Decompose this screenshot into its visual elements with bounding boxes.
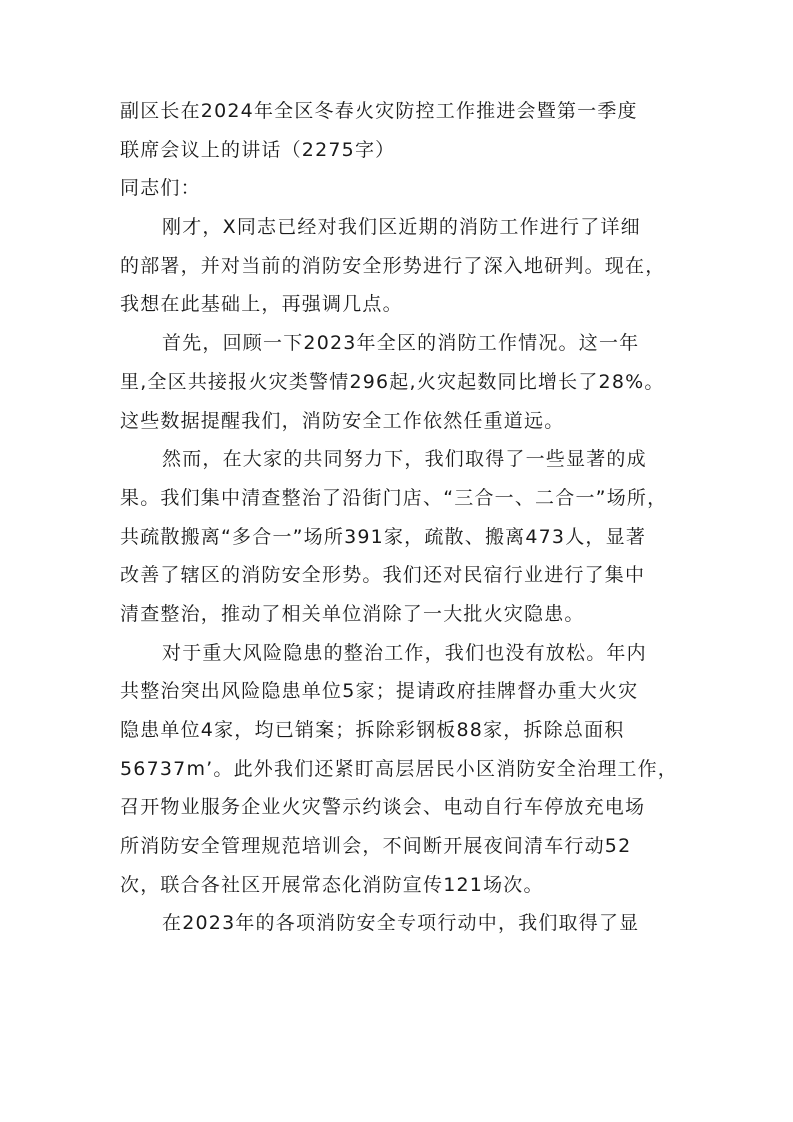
paragraph-line: 共疏散搬离“多合一”场所391家，疏散、搬离473人，显著 bbox=[120, 525, 647, 548]
paragraph-line: 改善了辖区的消防安全形势。我们还对民宿行业进行了集中 bbox=[120, 564, 646, 587]
paragraph-line: 果。我们集中清查整治了沿街门店、“三合一、二合一”场所， bbox=[120, 486, 668, 509]
paragraph bbox=[120, 324, 675, 440]
paragraph-line: 我想在此基础上，再强调几点。 bbox=[120, 293, 403, 316]
paragraph-line: 清查整治，推动了相关单位消除了一大批火灾隐患。 bbox=[120, 602, 585, 625]
paragraph bbox=[120, 208, 675, 324]
paragraph-line: 召开物业服务企业火灾警示约谈会、电动自行车停放充电场 bbox=[120, 796, 646, 819]
paragraph-line: 的部署，并对当前的消防安全形势进行了深入地研判。现在， bbox=[120, 254, 666, 277]
paragraph-line: 所消防安全管理规范培训会，不间断开展夜间清车行动52 bbox=[120, 835, 632, 858]
paragraph-line: 刚才，X同志已经对我们区近期的消防工作进行了详细 bbox=[162, 216, 641, 239]
paragraph bbox=[120, 440, 675, 633]
paragraph-line: 在2023年的各项消防安全专项行动中，我们取得了显 bbox=[162, 912, 640, 935]
paragraph-line: 次，联合各社区开展常态化消防宣传121场次。 bbox=[120, 873, 544, 896]
paragraph-line: 隐患单位4家，均已销案；拆除彩钢板88家，拆除总面积 bbox=[120, 719, 625, 741]
paragraph bbox=[120, 904, 675, 943]
paragraph-line: 共整治突出风险隐患单位5家；提请政府挂牌督办重大火灾 bbox=[120, 680, 639, 703]
paragraph-line: 里,全区共接报火灾类警情296起,火灾起数同比增长了28%。 bbox=[120, 370, 665, 393]
salutation: 同志们： bbox=[120, 177, 201, 200]
title-line-1: 副区长在2024年全区冬春火灾防控工作推进会暨第一季度 bbox=[120, 100, 638, 122]
paragraph-line: 首先，回顾一下2023年全区的消防工作情况。这一年 bbox=[162, 332, 640, 355]
paragraph-line: 56737m’。此外我们还紧盯高层居民小区消防安全治理工作， bbox=[120, 757, 678, 780]
title-line-2: 联席会议上的讲话（2275字） bbox=[120, 138, 396, 161]
document-body bbox=[120, 92, 678, 943]
paragraph-line: 对于重大风险隐患的整治工作，我们也没有放松。年内 bbox=[162, 641, 647, 664]
paragraph bbox=[120, 634, 678, 905]
paragraph-line: 这些数据提醒我们，消防安全工作依然任重道远。 bbox=[120, 409, 565, 432]
paragraph-line: 然而，在大家的共同努力下，我们取得了一些显著的成 bbox=[162, 448, 647, 471]
